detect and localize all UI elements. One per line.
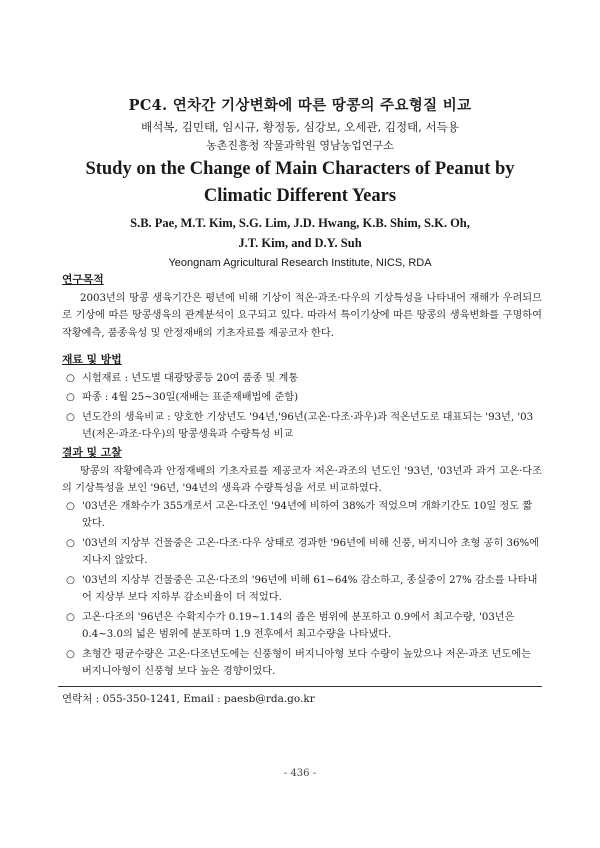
bullet-circle-icon: ○ (66, 611, 75, 623)
section-heading: 재료 및 방법 (62, 353, 122, 366)
bullet-circle-icon: ○ (66, 537, 75, 549)
section-results (62, 444, 542, 683)
list-item: ○ '03년의 지상부 건물중은 고온·다조·다우 상태로 경과한 '96년에 비해 신풍, 버지니아 초형 공히 36%에 지나지 않았다. (62, 535, 542, 570)
paper-header (0, 96, 600, 272)
authors-english-line1: S.B. Pae, M.T. Kim, S.G. Lim, J.D. Hwang, K.B. Shim, S.K. Oh, (130, 216, 470, 230)
list-item: ○ 고온·다조의 '96년은 수확지수가 0.19~1.14의 좁은 범위에 분포하고 0.9에서 최고수량, '03년은 0.4~3.0의 넓은 범위에 분포하며 1.9 전후에서 최고수량을 나타냈다. (62, 609, 542, 644)
title-english-line1: Study on the Change of Main Characters of Peanut by (85, 159, 515, 179)
contact-info: 연락처 : 055-350-1241, Email : paesb@rda.go.kr (62, 693, 315, 705)
bullet-circle-icon: ○ (66, 500, 75, 512)
section-methods (62, 351, 542, 446)
results-intro-paragraph: 땅콩의 작황예측과 안정재배의 기초자료를 제공코자 저온·과조의 년도인 '93년, '03년과 과거 고온·다조의 기상특성을 보인 '96년, '94년의 생육과 수량특성을 서로 비교하였다. (62, 465, 542, 494)
bullet-circle-icon: ○ (66, 372, 75, 384)
list-item: ○ 년도간의 생육비교 : 양호한 기상년도 '94년,'96년(고온·다조·과우)과 적온년도로 대표되는 '93년, '03년(저온·과조·다우)의 땅콩생육과 수량특성 비교 (62, 409, 542, 444)
bullet-circle-icon: ○ (66, 648, 75, 660)
authors-korean: 배석복, 김민태, 임시규, 황정동, 심강보, 오세관, 김정태, 서득용 (141, 120, 459, 134)
title-english-line2: Climatic Different Years (203, 186, 397, 206)
affiliation-english: Yeongnam Agricultural Research Institute, NICS, RDA (168, 257, 432, 269)
list-item: ○ 파종 : 4월 25~30일(재배는 표준재배법에 준함) (62, 389, 542, 407)
list-item: ○ '03년은 개화수가 355개로서 고온·다조인 '94년에 비하여 38%가 적었으며 개화기간도 10일 정도 짧았다. (62, 498, 542, 533)
footer-divider (58, 686, 542, 687)
section-purpose (62, 271, 542, 342)
results-list (62, 498, 542, 681)
list-item: ○ 초형간 평균수량은 고온·다조년도에는 신풍형이 버지니아형 보다 수량이 높았으나 저온·과조 년도에는 버지니아형이 신풍형 보다 높은 경향이었다. (62, 646, 542, 681)
section-heading: 연구목적 (62, 273, 104, 286)
title-korean: PC4. 연차간 기상변화에 따른 땅콩의 주요형질 비교 (128, 97, 472, 114)
authors-english-line2: J.T. Kim, and D.Y. Suh (238, 236, 362, 250)
methods-list (62, 370, 542, 444)
bullet-circle-icon: ○ (66, 392, 75, 403)
affiliation-korean: 농촌진흥청 작물과학원 영남농업연구소 (206, 139, 394, 152)
bullet-circle-icon: ○ (66, 411, 75, 423)
bullet-circle-icon: ○ (66, 574, 75, 586)
purpose-paragraph: 2003년의 땅콩 생육기간은 평년에 비해 기상이 적온·과조·다우의 기상특성을 나타내어 재해가 우려되므로 기상에 따른 땅콩생육의 관계분석이 요구되고 있다. 따라서 특이기상에 따른 땅콩의 생육변화를 구명하여 작황예측, 품종육성 및 안정재배의 기초자료를 제공코자 한다. (62, 292, 542, 339)
section-heading: 결과 및 고찰 (62, 446, 122, 459)
list-item: ○ 시험재료 : 년도별 대광땅콩등 20여 품종 및 계통 (62, 370, 542, 388)
list-item: ○ '03년의 지상부 건물중은 고온·다조의 '96년에 비해 61~64% 감소하고, 종실중이 27% 감소를 나타내어 지상부 보다 지하부 감소비율이 더 적었다. (62, 572, 542, 607)
page-number: - 436 - (283, 768, 317, 779)
